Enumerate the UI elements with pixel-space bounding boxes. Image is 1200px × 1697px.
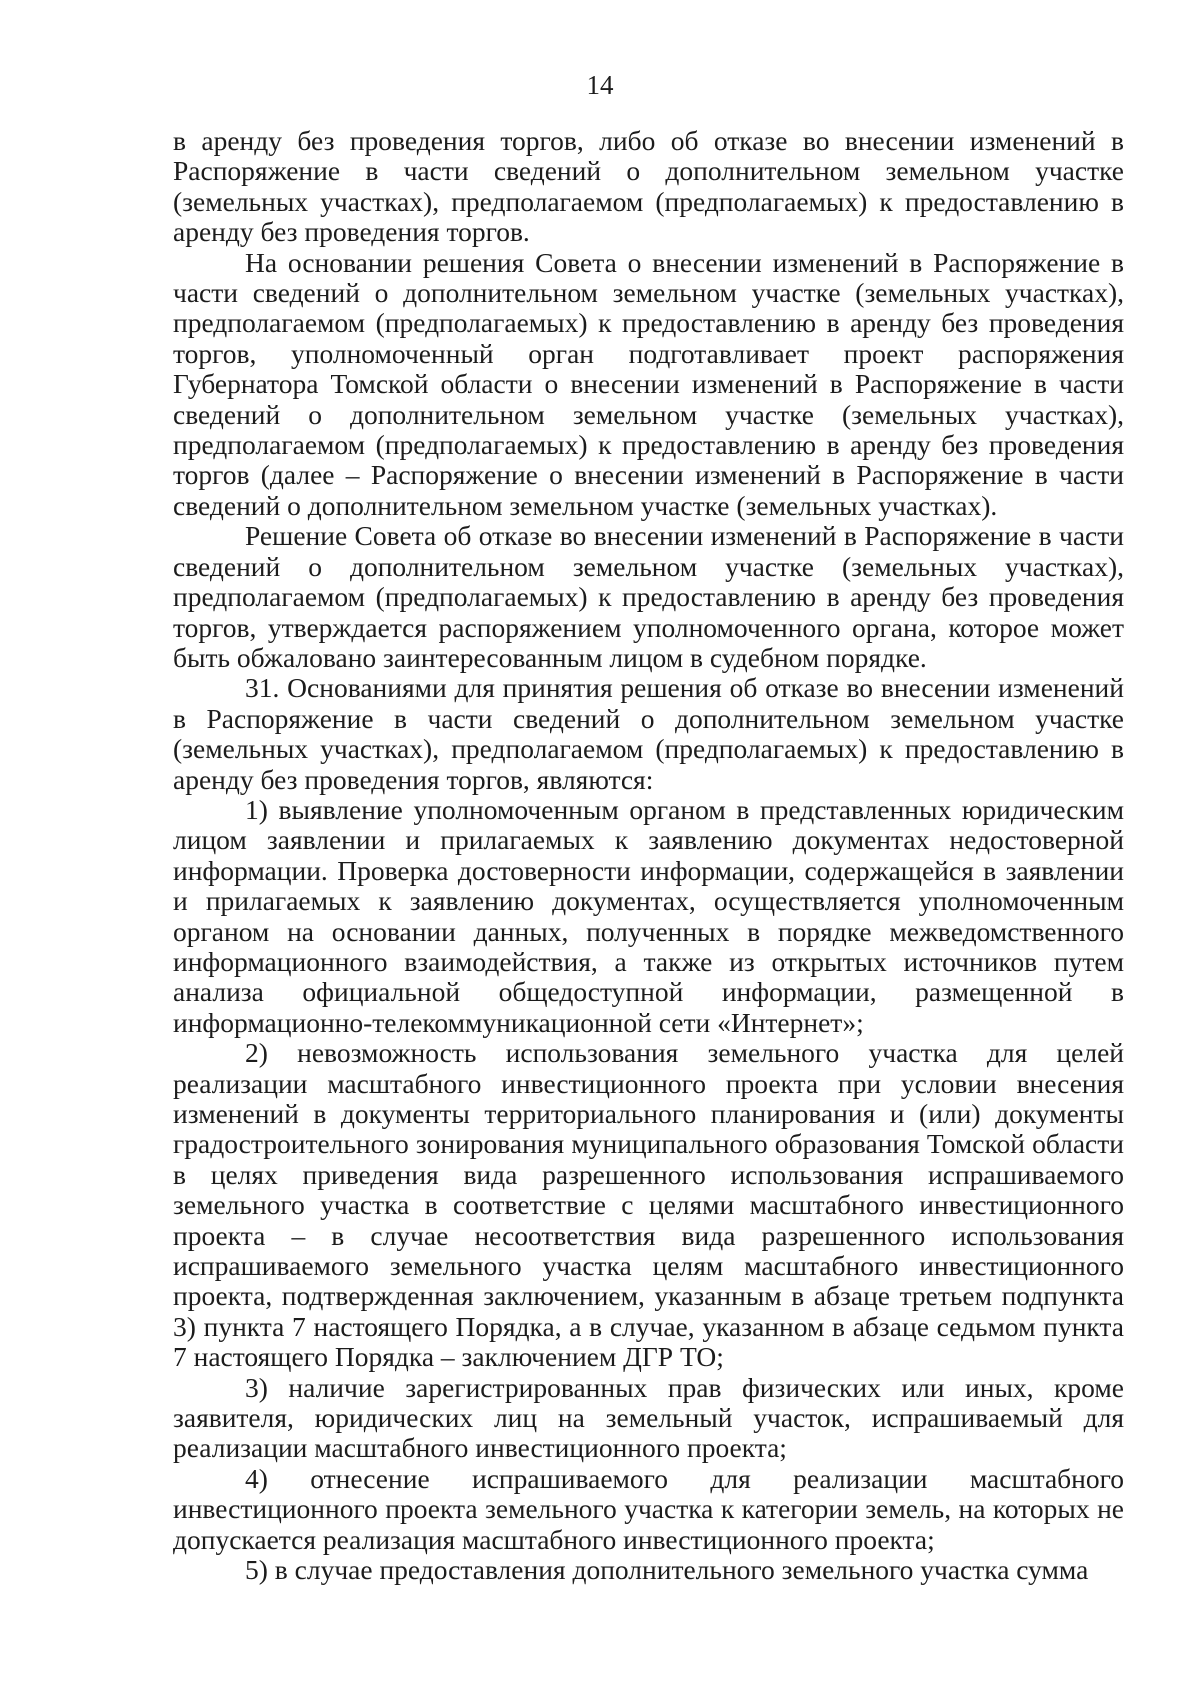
paragraph-decision-basis: На основании решения Совета о внесении изменений в Распоряжение в части сведений о дополнительном земельном участке (земельных участках), предполагаемом (предполагаемых) к предоставлению в аренду без проведения торгов, уполномоченный орган подготавливает проект распоряжения Губернатора Томской области о внесении изменений в Распоряжение в части сведений о дополнительном земельном участке (земельных участках), предполагаемом (предполагаемых) к предоставлению в аренду без проведения торгов (далее – Распоряжение о внесении изменений в Распоряжение в части сведений о дополнительном земельном участке (земельных участках). [173, 246, 1124, 521]
paragraph-subitem-1: 1) выявление уполномоченным органом в представленных юридическим лицом заявлении и прилагаемых к заявлению документах недостоверной информации. Проверка достоверности информации, содержащейся в заявлении и прилагаемых к заявлению документах, осуществляется уполномоченным органом на основании данных, полученных в порядке межведомственного информационного взаимодействия, а также из открытых источников путем анализа официальной общедоступной информации, размещенной в информационно-телекоммуникационной сети «Интернет»; [173, 793, 1124, 1038]
document-body [173, 126, 1124, 1586]
paragraph-subitem-3: 3) наличие зарегистрированных прав физических или иных, кроме заявителя, юридических лиц на земельный участок, испрашиваемый для реализации масштабного инвестиционного проекта; [173, 1371, 1124, 1464]
paragraph-subitem-5: 5) в случае предоставления дополнительного земельного участка сумма [245, 1554, 1089, 1586]
paragraph-continuation: в аренду без проведения торгов, либо об отказе во внесении изменений в Распоряжение в части сведений о дополнительном земельном участке (земельных участках), предполагаемом (предполагаемых) к предоставлению в аренду без проведения торгов. [173, 125, 1124, 248]
page-number: 14 [586, 70, 614, 100]
paragraph-subitem-2: 2) невозможность использования земельного участка для целей реализации масштабного инвестиционного проекта при условии внесения изменений в документы территориального планирования и (или) документы градостроительного зонирования муниципального образования Томской области в целях приведения вида разрешенного использования испрашиваемого земельного участка в соответствие с целями масштабного инвестиционного проекта – в случае несоответствия вида разрешенного использования испрашиваемого земельного участка целям масштабного инвестиционного проекта, подтвержденная заключением, указанным в абзаце третьем подпункта 3) пункта 7 настоящего Порядка, а в случае, указанном в абзаце седьмом пункта 7 настоящего Порядка – заключением ДГР ТО; [173, 1037, 1124, 1373]
paragraph-item-31: 31. Основаниями для принятия решения об отказе во внесении изменений в Распоряжение в части сведений о дополнительном земельном участке (земельных участках), предполагаемом (предполагаемых) к предоставлению в аренду без проведения торгов, являются: [173, 672, 1124, 795]
paragraph-refusal-decision: Решение Совета об отказе во внесении изменений в Распоряжение в части сведений о дополнительном земельном участке (земельных участках), предполагаемом (предполагаемых) к предоставлению в аренду без проведения торгов, утверждается распоряжением уполномоченного органа, которое может быть обжаловано заинтересованным лицом в судебном порядке. [173, 520, 1124, 673]
paragraph-subitem-4: 4) отнесение испрашиваемого для реализации масштабного инвестиционного проекта земельного участка к категории земель, на которых не допускается реализация масштабного инвестиционного проекта; [173, 1462, 1124, 1555]
